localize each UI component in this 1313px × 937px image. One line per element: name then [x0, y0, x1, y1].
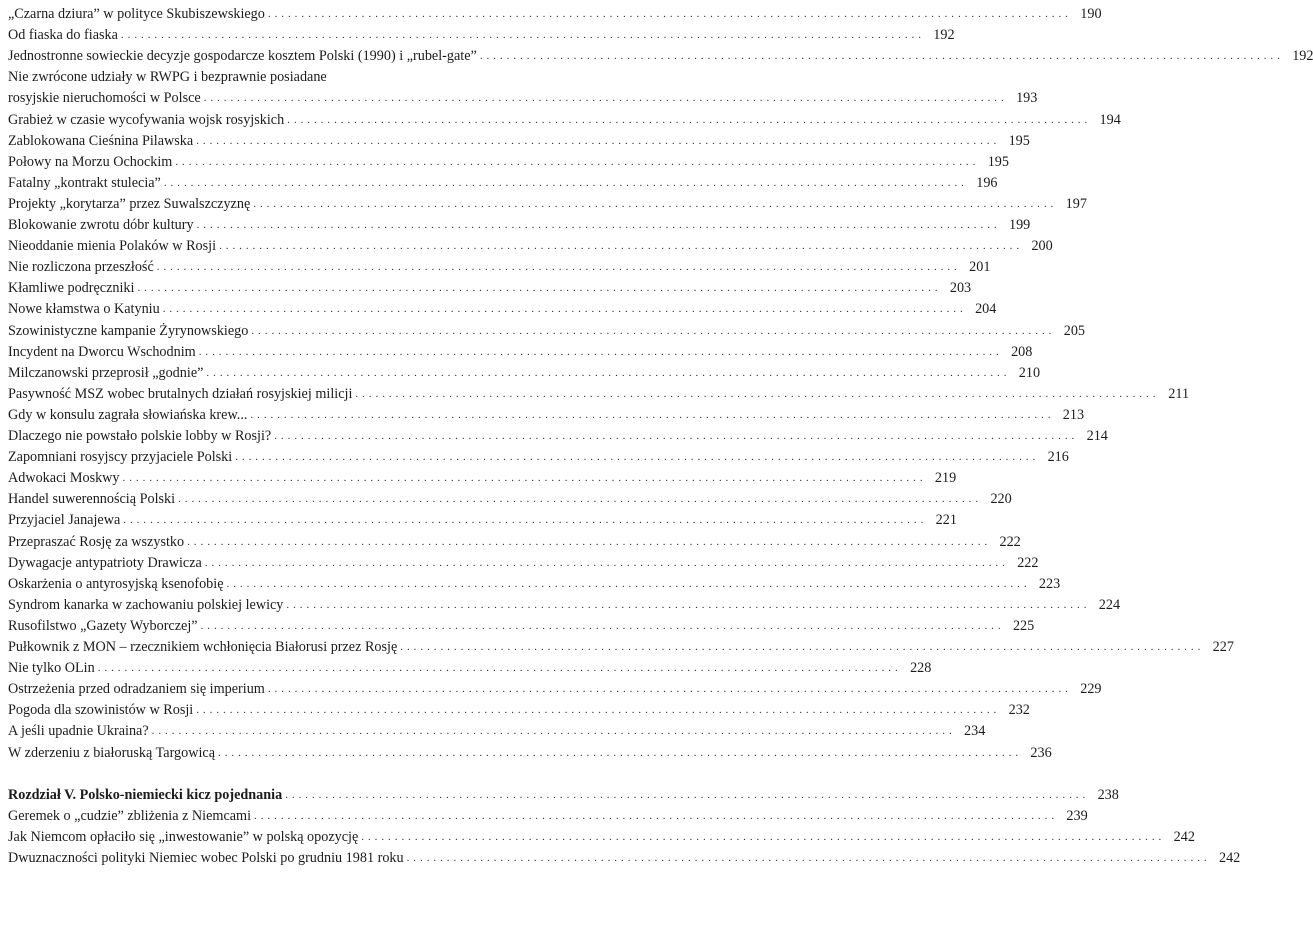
toc-entry-title: Dwuznaczności polityki Niemiec wobec Polski po grudniu 1981 roku [8, 849, 404, 866]
toc-entry-page-number: 229 [1080, 681, 1102, 698]
toc-entry-page-number: 192 [1292, 48, 1313, 65]
dot-leader: . . . . . . . . . . . . . . . . . . . . . . . . . . . . . . . . . . . . . . . . . . . . . . . . . . . . . . . . . . . . . . . . . . . . . . . . . . . . . . . . . . . . . . . . . . . . . . . . . . . . . . . . . . . . . . . . . . . . . . . . [203, 92, 1005, 105]
toc-entry-page-number: 222 [999, 533, 1021, 550]
dot-leader: . . . . . . . . . . . . . . . . . . . . . . . . . . . . . . . . . . . . . . . . . . . . . . . . . . . . . . . . . . . . . . . . . . . . . . . . . . . . . . . . . . . . . . . . . . . . . . . . . . . . . . . . . . . . . . . . . . . . . . . . [196, 134, 997, 147]
toc-entry-title: Przyjaciel Janajewa [8, 512, 121, 529]
toc-entry-title: Adwokaci Moskwy [8, 470, 120, 487]
toc-entry-title: Rozdział V. Polsko-niemiecki kicz pojednania [8, 786, 283, 803]
toc-entry-title: Handel suwerennością Polski [8, 491, 176, 508]
toc-entry-title: Zapomniani rosyjscy przyjaciele Polski [8, 449, 233, 466]
dot-leader: . . . . . . . . . . . . . . . . . . . . . . . . . . . . . . . . . . . . . . . . . . . . . . . . . . . . . . . . . . . . . . . . . . . . . . . . . . . . . . . . . . . . . . . . . . . . . . . . . . . . . . . . . . . . . . . . . . . . . . . . [479, 50, 1281, 63]
dot-leader: . . . . . . . . . . . . . . . . . . . . . . . . . . . . . . . . . . . . . . . . . . . . . . . . . . . . . . . . . . . . . . . . . . . . . . . . . . . . . . . . . . . . . . . . . . . . . . . . . . . . . . . . . . . . . . . . . . . . . . . . [267, 8, 1069, 20]
toc-entry-title: Dlaczego nie powstało polskie lobby w Rosji? [8, 428, 272, 444]
toc-entry-page-number: 192 [933, 27, 955, 44]
toc-entry-title: Fatalny „kontrakt stulecia” [8, 174, 161, 191]
toc-entry-page-number: 239 [1066, 807, 1088, 824]
toc-entry-page-number: 211 [1168, 385, 1190, 402]
toc-entry-title: Przepraszać Rosję za wszystko [8, 533, 185, 550]
toc-entry [8, 47, 1313, 65]
toc-entry-page-number: 205 [1063, 322, 1085, 339]
toc-entry-page-number: 236 [1030, 744, 1052, 761]
dot-leader: . . . . . . . . . . . . . . . . . . . . . . . . . . . . . . . . . . . . . . . . . . . . . . . . . . . . . . . . . . . . . . . . . . . . . . . . . . . . . . . . . . . . . . . . . . . . . . . . . . . . . . . . . . . . . . . . . . . . . . . . [204, 556, 1006, 569]
dot-leader: . . . . . . . . . . . . . . . . . . . . . . . . . . . . . . . . . . . . . . . . . . . . . . . . . . . . . . . . . . . . . . . . . . . . . . . . . . . . . . . . . . . . . . . . . . . . . . . . . . . . . . . . . . . . . . . . . . . . . . . . [163, 176, 965, 189]
toc-entry-page-number: 199 [1008, 217, 1031, 233]
dot-leader: . . . . . . . . . . . . . . . . . . . . . . . . . . . . . . . . . . . . . . . . . . . . . . . . . . . . . . . . . . . . . . . . . . . . . . . . . . . . . . . . . . . . . . . . . . . . . . . . . . . . . . . . . . . . . . . . . . . . . . . . [250, 408, 1052, 421]
toc-entry-page-number: 242 [1218, 849, 1241, 866]
toc-entry-title: „Czarna dziura” w polityce Skubiszewskiego [8, 6, 265, 22]
toc-entry [8, 490, 1012, 508]
dot-leader: . . . . . . . . . . . . . . . . . . . . . . . . . . . . . . . . . . . . . . . . . . . . . . . . . . . . . . . . . . . . . . . . . . . . . . . . . . . . . . . . . . . . . . . . . . . . . . . . . . . . . . . . . . . . . . . . . . . . . . . . [123, 514, 924, 527]
toc-entry-page-number: 195 [987, 153, 1009, 170]
dot-leader: . . . . . . . . . . . . . . . . . . . . . . . . . . . . . . . . . . . . . . . . . . . . . . . . . . . . . . . . . . . . . . . . . . . . . . . . . . . . . . . . . . . . . . . . . . . . . . . . . . . . . . . . . . . . . . . . . . . . . . . . [400, 641, 1201, 653]
dot-leader: . . . . . . . . . . . . . . . . . . . . . . . . . . . . . . . . . . . . . . . . . . . . . . . . . . . . . . . . . . . . . . . . . . . . . . . . . . . . . . . . . . . . . . . . . . . . . . . . . . . . . . . . . . . . . . . . . . . . . . . . [254, 809, 1055, 822]
dot-leader: . . . . . . . . . . . . . . . . . . . . . . . . . . . . . . . . . . . . . . . . . . . . . . . . . . . . . . . . . . . . . . . . . . . . . . . . . . . . . . . . . . . . . . . . . . . . . . . . . . . . . . . . . . . . . . . . . . . . . . . . [178, 493, 979, 506]
toc-entry-page-number: 225 [1012, 617, 1035, 634]
toc-entry-page-number: 204 [975, 301, 997, 318]
toc-entry [8, 343, 1033, 361]
toc-entry [8, 237, 1053, 255]
toc-entry-page-number: 213 [1062, 406, 1085, 423]
toc-entry-page-number: 228 [910, 660, 932, 677]
toc-entry-page-number: 214 [1086, 428, 1108, 444]
toc-entry-title: Blokowanie zwrotu dóbr kultury [8, 217, 194, 233]
toc-entry [8, 26, 955, 44]
toc-entry-page-number: 195 [1008, 132, 1030, 149]
toc-entry-title: Pasywność MSZ wobec brutalnych działań rosyjskiej milicji [8, 385, 353, 402]
toc-entry-page-number: 232 [1008, 702, 1030, 719]
toc-entry [8, 511, 957, 529]
toc-entry [8, 427, 1108, 445]
dot-leader: . . . . . . . . . . . . . . . . . . . . . . . . . . . . . . . . . . . . . . . . . . . . . . . . . . . . . . . . . . . . . . . . . . . . . . . . . . . . . . . . . . . . . . . . . . . . . . . . . . . . . . . . . . . . . . . . . . . . . . . . [196, 219, 998, 231]
toc-entry-page-number: 208 [1011, 343, 1033, 360]
dot-leader: . . . . . . . . . . . . . . . . . . . . . . . . . . . . . . . . . . . . . . . . . . . . . . . . . . . . . . . . . . . . . . . . . . . . . . . . . . . . . . . . . . . . . . . . . . . . . . . . . . . . . . . . . . . . . . . . . . . . . . . . [200, 619, 1002, 632]
toc-entry-title: Jednostronne sowieckie decyzje gospodarcze kosztem Polski (1990) i „rubel-gate” [8, 48, 477, 65]
toc-entry-title: Nieoddanie mienia Polaków w Rosji [8, 238, 217, 255]
toc-entry-title: Kłamliwe podręczniki [8, 280, 135, 297]
dot-leader: . . . . . . . . . . . . . . . . . . . . . . . . . . . . . . . . . . . . . . . . . . . . . . . . . . . . . . . . . . . . . . . . . . . . . . . . . . . . . . . . . . . . . . . . . . . . . . . . . . . . . . . . . . . . . . . . . . . . . . . . [406, 851, 1208, 864]
dot-leader: . . . . . . . . . . . . . . . . . . . . . . . . . . . . . . . . . . . . . . . . . . . . . . . . . . . . . . . . . . . . . . . . . . . . . . . . . . . . . . . . . . . . . . . . . . . . . . . . . . . . . . . . . . . . . . . . . . . . . . . . [226, 577, 1028, 590]
toc-entry-page-number: 200 [1031, 238, 1053, 255]
dot-leader: . . . . . . . . . . . . . . . . . . . . . . . . . . . . . . . . . . . . . . . . . . . . . . . . . . . . . . . . . . . . . . . . . . . . . . . . . . . . . . . . . . . . . . . . . . . . . . . . . . . . . . . . . . . . . . . . . . . . . . . . [287, 113, 1088, 126]
dot-leader: . . . . . . . . . . . . . . . . . . . . . . . . . . . . . . . . . . . . . . . . . . . . . . . . . . . . . . . . . . . . . . . . . . . . . . . . . . . . . . . . . . . . . . . . . . . . . . . . . . . . . . . . . . . . . . . . . . . . . . . . [274, 430, 1075, 442]
toc-entry [8, 364, 1041, 382]
toc-entry-page-number: 227 [1212, 639, 1234, 655]
dot-leader: . . . . . . . . . . . . . . . . . . . . . . . . . . . . . . . . . . . . . . . . . . . . . . . . . . . . . . . . . . . . . . . . . . . . . . . . . . . . . . . . . . . . . . . . . . . . . . . . . . . . . . . . . . . . . . . . . . . . . . . . [206, 366, 1008, 379]
toc-entry-page-number: 197 [1065, 195, 1087, 212]
toc-entry [8, 174, 998, 192]
dot-leader: . . . . . . . . . . . . . . . . . . . . . . . . . . . . . . . . . . . . . . . . . . . . . . . . . . . . . . . . . . . . . . . . . . . . . . . . . . . . . . . . . . . . . . . . . . . . . . . . . . . . . . . . . . . . . . . . . . . . . . . . [156, 261, 958, 274]
toc-entry [8, 575, 1061, 593]
toc-entry-page-number: 219 [934, 470, 957, 487]
toc-entry [8, 300, 997, 318]
toc-entry-page-number: 220 [990, 491, 1012, 508]
toc-entry [8, 554, 1039, 572]
dot-leader: . . . . . . . . . . . . . . . . . . . . . . . . . . . . . . . . . . . . . . . . . . . . . . . . . . . . . . . . . . . . . . . . . . . . . . . . . . . . . . . . . . . . . . . . . . . . . . . . . . . . . . . . . . . . . . . . . . . . . . . . [175, 155, 976, 168]
dot-leader: . . . . . . . . . . . . . . . . . . . . . . . . . . . . . . . . . . . . . . . . . . . . . . . . . . . . . . . . . . . . . . . . . . . . . . . . . . . . . . . . . . . . . . . . . . . . . . . . . . . . . . . . . . . . . . . . . . . . . . . . [122, 472, 924, 485]
toc-entry-title-line: Nie zwrócone udziały w RWPG i bezprawnie posiadane [8, 69, 327, 86]
toc-entry-title: Grabież w czasie wycofywania wojsk rosyjskich [8, 111, 285, 128]
toc-entry [8, 828, 1195, 846]
toc-entry-title: Milczanowski przeprosił „godnie” [8, 364, 204, 381]
toc-entry-title: Nowe kłamstwa o Katyniu [8, 301, 160, 318]
toc-entry-page-number: 201 [969, 259, 991, 276]
toc-entry-title: Geremek o „cudzie” zbliżenia z Niemcami [8, 807, 252, 824]
dot-leader: . . . . . . . . . . . . . . . . . . . . . . . . . . . . . . . . . . . . . . . . . . . . . . . . . . . . . . . . . . . . . . . . . . . . . . . . . . . . . . . . . . . . . . . . . . . . . . . . . . . . . . . . . . . . . . . . . . . . . . . . [267, 683, 1069, 696]
toc-entry [8, 322, 1085, 340]
toc-entry [8, 5, 1102, 23]
toc-entry [8, 849, 1241, 867]
dot-leader: . . . . . . . . . . . . . . . . . . . . . . . . . . . . . . . . . . . . . . . . . . . . . . . . . . . . . . . . . . . . . . . . . . . . . . . . . . . . . . . . . . . . . . . . . . . . . . . . . . . . . . . . . . . . . . . . . . . . . . . . [187, 535, 988, 548]
toc-entry [8, 680, 1102, 698]
toc-entry-title: rosyjskie nieruchomości w Polsce [8, 90, 201, 107]
toc-entry-title: Gdy w konsulu zagrała słowiańska krew... [8, 406, 248, 423]
dot-leader: . . . . . . . . . . . . . . . . . . . . . . . . . . . . . . . . . . . . . . . . . . . . . . . . . . . . . . . . . . . . . . . . . . . . . . . . . . . . . . . . . . . . . . . . . . . . . . . . . . . . . . . . . . . . . . . . . . . . . . . . [218, 746, 1019, 759]
toc-entry-title: Szowinistyczne kampanie Żyrynowskiego [8, 322, 249, 339]
toc-entry [8, 89, 1038, 107]
dot-leader: . . . . . . . . . . . . . . . . . . . . . . . . . . . . . . . . . . . . . . . . . . . . . . . . . . . . . . . . . . . . . . . . . . . . . . . . . . . . . . . . . . . . . . . . . . . . . . . . . . . . . . . . . . . . . . . . . . . . . . . . [285, 788, 1086, 801]
dot-leader: . . . . . . . . . . . . . . . . . . . . . . . . . . . . . . . . . . . . . . . . . . . . . . . . . . . . . . . . . . . . . . . . . . . . . . . . . . . . . . . . . . . . . . . . . . . . . . . . . . . . . . . . . . . . . . . . . . . . . . . . [198, 345, 1000, 358]
toc-entry-page-number: 224 [1098, 596, 1121, 613]
toc-entry [8, 596, 1121, 614]
dot-leader: . . . . . . . . . . . . . . . . . . . . . . . . . . . . . . . . . . . . . . . . . . . . . . . . . . . . . . . . . . . . . . . . . . . . . . . . . . . . . . . . . . . . . . . . . . . . . . . . . . . . . . . . . . . . . . . . . . . . . . . . [162, 303, 964, 316]
dot-leader: . . . . . . . . . . . . . . . . . . . . . . . . . . . . . . . . . . . . . . . . . . . . . . . . . . . . . . . . . . . . . . . . . . . . . . . . . . . . . . . . . . . . . . . . . . . . . . . . . . . . . . . . . . . . . . . . . . . . . . . . [286, 598, 1088, 611]
dot-leader: . . . . . . . . . . . . . . . . . . . . . . . . . . . . . . . . . . . . . . . . . . . . . . . . . . . . . . . . . . . . . . . . . . . . . . . . . . . . . . . . . . . . . . . . . . . . . . . . . . . . . . . . . . . . . . . . . . . . . . . . [120, 29, 922, 42]
toc-entry [8, 216, 1031, 234]
toc-entry [8, 617, 1035, 635]
chapter-heading [8, 786, 1119, 804]
toc-entry-page-number: 234 [964, 723, 986, 740]
toc-entry [8, 469, 957, 487]
toc-entry-title: Incydent na Dworcu Wschodnim [8, 343, 196, 360]
toc-entry-title: Połowy na Morzu Ochockim [8, 153, 173, 170]
toc-entry-page-number: 190 [1080, 6, 1102, 22]
toc-entry [8, 279, 972, 297]
toc-entry [8, 132, 1030, 150]
toc-entry-title: Rusofilstwo „Gazety Wyborczej” [8, 617, 198, 634]
toc-entry-page-number: 238 [1097, 786, 1119, 803]
toc-entry [8, 385, 1190, 403]
dot-leader: . . . . . . . . . . . . . . . . . . . . . . . . . . . . . . . . . . . . . . . . . . . . . . . . . . . . . . . . . . . . . . . . . . . . . . . . . . . . . . . . . . . . . . . . . . . . . . . . . . . . . . . . . . . . . . . . . . . . . . . . [253, 197, 1054, 210]
toc-entry [8, 448, 1069, 466]
toc-entry-title: A jeśli upadnie Ukraina? [8, 723, 149, 740]
toc-entry-page-number: 203 [949, 280, 972, 297]
dot-leader: . . . . . . . . . . . . . . . . . . . . . . . . . . . . . . . . . . . . . . . . . . . . . . . . . . . . . . . . . . . . . . . . . . . . . . . . . . . . . . . . . . . . . . . . . . . . . . . . . . . . . . . . . . . . . . . . . . . . . . . . [361, 830, 1162, 843]
toc-entry-title: Pogoda dla szowinistów w Rosji [8, 702, 194, 719]
toc-entry-title: Jak Niemcom opłaciło się „inwestowanie” w polską opozycję [8, 828, 359, 845]
toc-entry-page-number: 242 [1173, 828, 1195, 845]
toc-entry-page-number: 222 [1017, 554, 1039, 571]
toc-entry-page-number: 221 [935, 512, 957, 529]
toc-entry-page-number: 196 [976, 174, 998, 191]
dot-leader: . . . . . . . . . . . . . . . . . . . . . . . . . . . . . . . . . . . . . . . . . . . . . . . . . . . . . . . . . . . . . . . . . . . . . . . . . . . . . . . . . . . . . . . . . . . . . . . . . . . . . . . . . . . . . . . . . . . . . . . . [355, 387, 1157, 400]
toc-entry-page-number: 223 [1038, 575, 1061, 592]
toc-entry-title: Ostrzeżenia przed odradzaniem się imperium [8, 681, 265, 698]
dot-leader: . . . . . . . . . . . . . . . . . . . . . . . . . . . . . . . . . . . . . . . . . . . . . . . . . . . . . . . . . . . . . . . . . . . . . . . . . . . . . . . . . . . . . . . . . . . . . . . . . . . . . . . . . . . . . . . . . . . . . . . . [196, 704, 997, 717]
dot-leader: . . . . . . . . . . . . . . . . . . . . . . . . . . . . . . . . . . . . . . . . . . . . . . . . . . . . . . . . . . . . . . . . . . . . . . . . . . . . . . . . . . . . . . . . . . . . . . . . . . . . . . . . . . . . . . . . . . . . . . . . [97, 662, 899, 675]
dot-leader: . . . . . . . . . . . . . . . . . . . . . . . . . . . . . . . . . . . . . . . . . . . . . . . . . . . . . . . . . . . . . . . . . . . . . . . . . . . . . . . . . . . . . . . . . . . . . . . . . . . . . . . . . . . . . . . . . . . . . . . . [151, 725, 953, 738]
toc-entry-title: Nie rozliczona przeszłość [8, 259, 154, 276]
toc-entry [8, 153, 1009, 171]
toc-entry-title: W zderzeniu z białoruską Targowicą [8, 744, 216, 761]
toc-entry-title: Pułkownik z MON – rzecznikiem wchłonięcia Białorusi przez Rosję [8, 639, 398, 655]
toc-entry [8, 659, 932, 677]
toc-entry [8, 807, 1088, 825]
toc-entry [8, 195, 1087, 213]
toc-entry-page-number: 193 [1016, 90, 1038, 107]
toc-entry [8, 258, 991, 276]
toc-entry-page-number: 210 [1018, 364, 1041, 381]
toc-entry [8, 744, 1052, 762]
toc-entry-page-number: 194 [1099, 111, 1121, 128]
toc-entry [8, 701, 1030, 719]
toc-entry [8, 406, 1085, 424]
toc-entry-title: Dywagacje antypatrioty Drawicza [8, 554, 202, 571]
toc-entry-title: Nie tylko OLin [8, 660, 95, 677]
dot-leader: . . . . . . . . . . . . . . . . . . . . . . . . . . . . . . . . . . . . . . . . . . . . . . . . . . . . . . . . . . . . . . . . . . . . . . . . . . . . . . . . . . . . . . . . . . . . . . . . . . . . . . . . . . . . . . . . . . . . . . . . [219, 240, 1020, 253]
toc-entry [8, 722, 986, 740]
dot-leader: . . . . . . . . . . . . . . . . . . . . . . . . . . . . . . . . . . . . . . . . . . . . . . . . . . . . . . . . . . . . . . . . . . . . . . . . . . . . . . . . . . . . . . . . . . . . . . . . . . . . . . . . . . . . . . . . . . . . . . . . [137, 282, 939, 295]
toc-entry-title: Od fiaska do fiaska [8, 27, 118, 44]
toc-entry [8, 533, 1021, 551]
toc-entry-page-number: 216 [1047, 449, 1069, 466]
toc-entry-title: Zablokowana Cieśnina Pilawska [8, 132, 194, 149]
dot-leader: . . . . . . . . . . . . . . . . . . . . . . . . . . . . . . . . . . . . . . . . . . . . . . . . . . . . . . . . . . . . . . . . . . . . . . . . . . . . . . . . . . . . . . . . . . . . . . . . . . . . . . . . . . . . . . . . . . . . . . . . [251, 324, 1052, 337]
toc-entry-title: Oskarżenia o antyrosyjską ksenofobię [8, 575, 224, 592]
toc-entry-title: Syndrom kanarka w zachowaniu polskiej lewicy [8, 596, 284, 613]
toc-entry-title: Projekty „korytarza” przez Suwalszczyznę [8, 195, 251, 212]
dot-leader: . . . . . . . . . . . . . . . . . . . . . . . . . . . . . . . . . . . . . . . . . . . . . . . . . . . . . . . . . . . . . . . . . . . . . . . . . . . . . . . . . . . . . . . . . . . . . . . . . . . . . . . . . . . . . . . . . . . . . . . . [235, 451, 1036, 464]
toc-entry [8, 111, 1121, 129]
toc-entry [8, 638, 1234, 656]
